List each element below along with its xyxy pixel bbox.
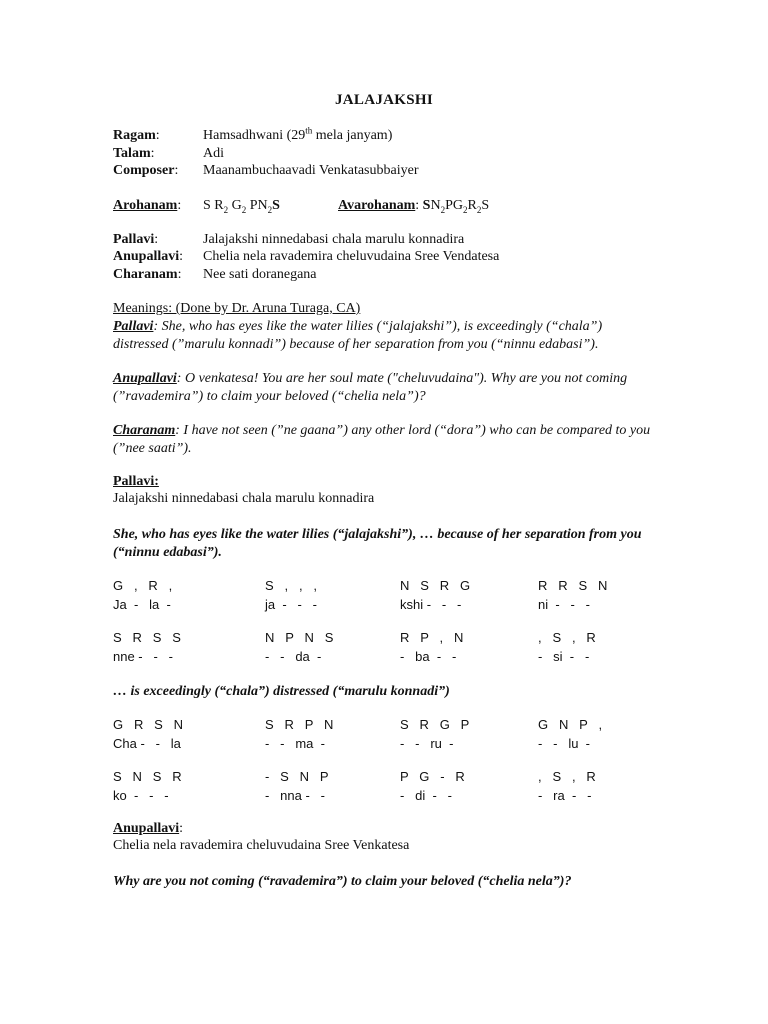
swara-cell: S R S S [113,630,181,645]
talam-label: Talam: [113,146,155,161]
anupallavi-heading [113,821,183,837]
avarohanam-value: $SN_2PG_2R_2S$ [422,198,490,215]
sahitya-cell: - ra - - [538,788,592,803]
meaning-charanam [113,422,658,458]
charanam-label-text: Charanam [113,267,178,282]
charanam-label: Charanam: [113,267,182,282]
pallavi-label-text: Pallavi [113,232,155,247]
meaning-pallavi-label: Pallavi [113,319,154,334]
meaning-anupallavi-label: Anupallavi [113,371,177,386]
anupallavi-meaning: Why are you not coming (“ravademira”) to claim your beloved (“chelia nela”)? [113,874,572,889]
anupallavi-heading-text: Anupallavi [113,821,180,836]
swara-cell: G R S N [113,717,184,732]
ragam-value-text: Hamsadhwani (29 [203,128,306,143]
sahitya-cell: - - lu - [538,736,590,751]
ragam-value [203,125,393,144]
ragam-sup: th [305,125,313,136]
anupallavi-heading-colon: : [179,821,184,836]
arohanam-label: Arohanam: [113,198,182,213]
swara-cell: S , , , [265,578,318,593]
sahitya-cell: ja - - - [265,597,317,612]
swara-cell: R R S N [538,578,608,593]
pallavi-text: Jalajakshi ninnedabasi chala marulu konnadira [203,232,465,247]
swara-cell: S R P N [265,717,334,732]
pallavi-meaning-1: She, who has eyes like the water lilies (“jalajakshi”), … because of her separation from you (“ninnu edabasi”). [113,527,642,560]
swara-cell: P G - R [400,769,465,784]
arohanam-value: S $R_2$ $G_2$ $PN_2S$ [203,198,280,215]
sahitya-cell: Ja - la - [113,597,171,612]
sahitya-cell: - di - - [400,788,452,803]
sahitya-cell: - - da - [265,649,322,664]
pallavi-meaning-2: … is exceedingly (“chala”) distressed (“marulu konnadi”) [113,684,450,699]
sahitya-cell: - ba - - [400,649,457,664]
composer-label-text: Composer [113,163,175,178]
swara-cell: S R G P [400,717,470,732]
swara-cell: N S R G [400,578,471,593]
anupallavi-label-text: Anupallavi [113,249,180,264]
sahitya-cell: - - ma - [265,736,325,751]
talam-value: Adi [203,146,224,161]
ragam-label-text: Ragam [113,128,156,143]
pallavi-label: Pallavi: [113,232,159,247]
arohanam-label-text: Arohanam [113,198,178,213]
meaning-anupallavi-text: : O venkatesa! You are her soul mate ("cheluvudaina"). Why are you not coming (”ravademira”) to claim your beloved (“chelia nela”)? [113,371,628,404]
composer-label: Composer: [113,163,179,178]
swara-cell: , S , R [538,769,596,784]
song-title: JALAJAKSHI [334,92,434,108]
avarohanam: Avarohanam: $SN_2PG_2R_2S$ [338,198,490,215]
talam-label-text: Talam [113,146,151,161]
avarohanam-label: Avarohanam [338,198,416,213]
sahitya-cell: kshi - - - [400,597,462,612]
swara-cell: G N P , [538,717,603,732]
swara-cell: - S N P [265,769,329,784]
sahitya-cell: Cha - - la [113,736,181,751]
meanings-heading: Meanings: (Done by Dr. Aruna Turaga, CA) [113,301,361,316]
meaning-charanam-text: : I have not seen (”ne gaana”) any other lord (“dora”) who can be compared to you (”nee saati”). [113,423,651,456]
pallavi-block-text: Jalajakshi ninnedabasi chala marulu konnadira [113,491,375,506]
sahitya-cell: nne - - - [113,649,173,664]
anupallavi-block-text: Chelia nela ravademira cheluvudaina Sree Venkatesa [113,838,410,853]
swara-cell: G , R , [113,578,173,593]
composer-value: Maanambuchaavadi Venkatasubbaiyer [203,163,419,178]
pallavi-heading: Pallavi: [113,474,159,489]
sahitya-cell: ni - - - [538,597,590,612]
swara-cell: , S , R [538,630,596,645]
swara-cell: S N S R [113,769,182,784]
anupallavi-label: Anupallavi: [113,249,184,264]
meaning-charanam-label: Charanam [113,423,176,438]
swara-cell: N P N S [265,630,334,645]
sahitya-cell: - nna - - [265,788,325,803]
meaning-pallavi [113,318,658,354]
sahitya-cell: - - ru - [400,736,454,751]
ragam-value-end: mela janyam) [312,128,393,143]
anupallavi-text: Chelia nela ravademira cheluvudaina Sree Vendatesa [203,249,500,264]
ragam-label: Ragam: [113,128,160,143]
meaning-anupallavi [113,370,658,406]
sahitya-cell: - si - - [538,649,590,664]
meaning-pallavi-text: : She, who has eyes like the water lilies (“jalajakshi”), is exceedingly (“chala”) distressed (”marulu konnadi”) because of her separation from you (“ninnu edabasi”). [113,319,603,352]
sahitya-cell: ko - - - [113,788,169,803]
charanam-text: Nee sati doranegana [203,267,317,282]
swara-cell: R P , N [400,630,464,645]
